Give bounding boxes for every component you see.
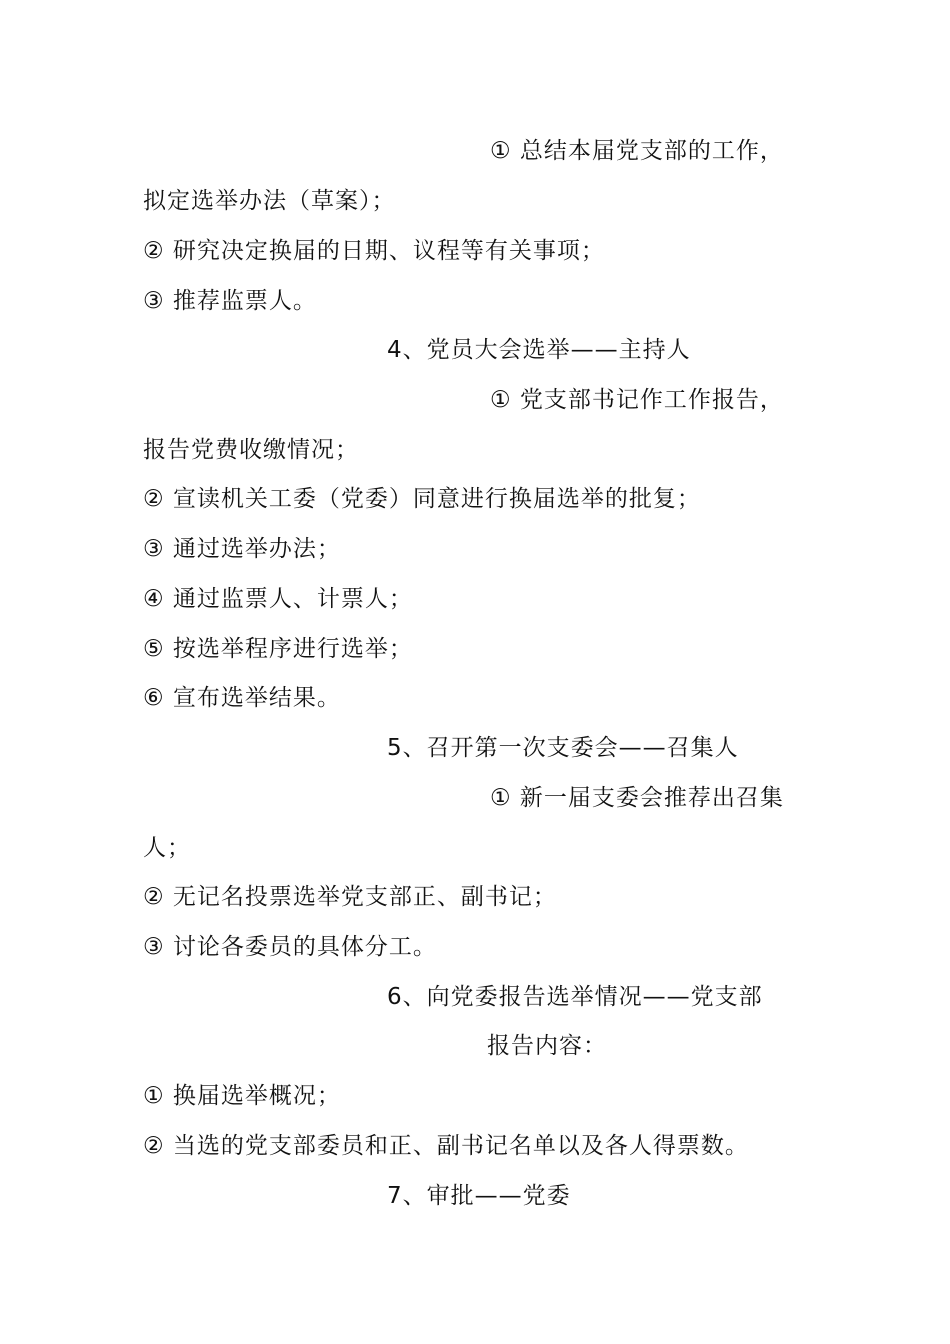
item-elected-list: ② 当选的党支部委员和正、副书记名单以及各人得票数。 [143,1133,749,1159]
item-pass-scrutineers: ④ 通过监票人、计票人； [143,586,413,612]
item-summarize-work: ① 总结本届党支部的工作， [490,138,784,164]
item-recommend-convener-continued: 人； [143,835,191,861]
section-heading-4: 4、党员大会选举——主持人 [387,337,691,363]
section-heading-5: 5、召开第一次支委会——召集人 [387,735,739,761]
section-heading-7: 7、审批——党委 [387,1183,571,1209]
item-read-approval: ② 宣读机关工委（党委）同意进行换届选举的批复； [143,486,701,512]
item-work-report-continued: 报告党费收缴情况； [143,437,359,463]
item-summarize-work-continued: 拟定选举办法（草案）； [143,188,396,214]
item-pass-election-method: ③ 通过选举办法； [143,536,341,562]
item-discuss-division: ③ 讨论各委员的具体分工。 [143,934,437,960]
item-recommend-convener: ① 新一届支委会推荐出召集 [490,785,784,811]
item-conduct-election: ⑤ 按选举程序进行选举； [143,636,413,662]
section-heading-6: 6、向党委报告选举情况——党支部 [387,984,763,1010]
item-recommend-scrutineer: ③ 推荐监票人。 [143,288,317,314]
item-elect-secretaries: ② 无记名投票选举党支部正、副书记； [143,884,557,910]
report-content-label: 报告内容： [487,1033,607,1059]
item-announce-results: ⑥ 宣布选举结果。 [143,685,341,711]
item-election-overview: ① 换届选举概况； [143,1083,341,1109]
item-decide-date: ② 研究决定换届的日期、议程等有关事项； [143,238,605,264]
item-work-report: ① 党支部书记作工作报告， [490,387,784,413]
